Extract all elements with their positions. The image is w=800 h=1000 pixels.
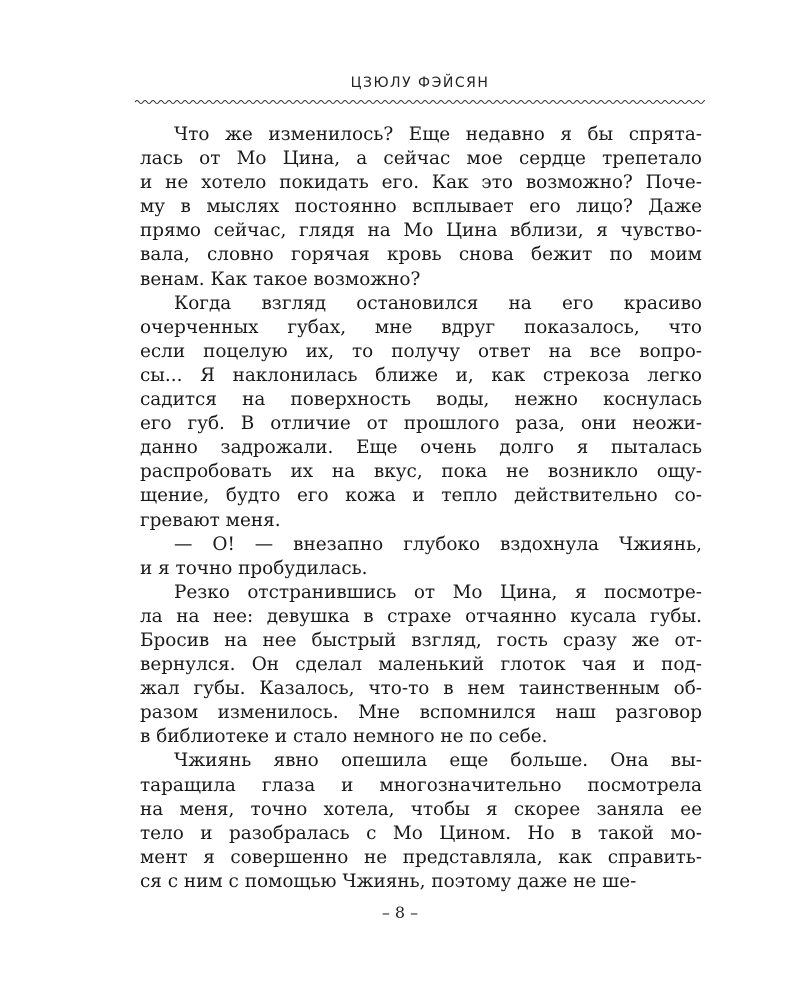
text-line: данно задрожали. Еще очень долго я пыталась xyxy=(140,437,702,459)
text-line: тело и разобралась с Мо Цином. Но в такой мо- xyxy=(140,822,702,844)
text-line: ся с ним с помощью Чжиянь, поэтому даже не ше- xyxy=(140,870,637,892)
text-line: Чжиянь явно опешила еще больше. Она вы- xyxy=(174,750,702,772)
text-line: мент я совершенно не представляла, как справить- xyxy=(140,846,702,868)
paragraph xyxy=(140,123,702,292)
text-line: и я точно пробудилась. xyxy=(140,557,368,579)
text-line: распробовать их на вкус, пока не возникло ощу- xyxy=(140,461,702,483)
text-line: разом изменилось. Мне вспомнился наш разговор xyxy=(140,702,702,724)
text-line: сы... Я наклонилась ближе и, как стрекоза легко xyxy=(140,364,702,386)
text-line: если поцелую их, то получу ответ на все вопро- xyxy=(140,340,702,362)
text-line: Резко отстранившись от Мо Цина, я посмотре- xyxy=(174,581,702,603)
page-body-text xyxy=(140,123,702,894)
page-number: – 8 – xyxy=(381,903,419,922)
text-line: венам. Как такое возможно? xyxy=(140,268,421,290)
text-line: щение, будто его кожа и тепло действительно со- xyxy=(140,485,702,507)
paragraph xyxy=(140,581,702,750)
text-line: ла на нее: девушка в страхе отчаянно кусала губы. xyxy=(140,605,702,627)
text-line: прямо сейчас, глядя на Мо Цина вблизи, я чувство- xyxy=(140,220,702,242)
running-header: ЦЗЮЛУ ФЭЙСЯН xyxy=(350,75,490,91)
text-line: Когда взгляд остановился на его красиво xyxy=(174,292,702,314)
text-line: Бросив на нее быстрый взгляд, гость сразу же от- xyxy=(140,629,702,651)
text-line: Что же изменилось? Еще недавно я бы спрята- xyxy=(174,124,702,145)
text-line: му в мыслях постоянно всплывает его лицо? Даже xyxy=(140,196,702,218)
text-line: его губ. В отличие от прошлого раза, они неожи- xyxy=(140,413,702,435)
paragraph xyxy=(140,533,702,581)
text-line: на меня, точно хотела, чтобы я скорее заняла ее xyxy=(140,798,702,820)
text-line: очерченных губах, мне вдруг показалось, что xyxy=(140,316,702,338)
text-line: в библиотеке и стало немного не по себе. xyxy=(140,726,548,748)
text-line: лась от Мо Цина, а сейчас мое сердце трепетало xyxy=(140,148,702,170)
text-line: и не хотело покидать его. Как это возможно? Поче- xyxy=(140,172,702,194)
text-line: вернулся. Он сделал маленький глоток чая и под- xyxy=(140,654,702,676)
text-line: — О! — внезапно глубоко вздохнула Чжиянь, xyxy=(174,533,702,555)
text-line: таращила глаза и многозначительно посмотрела xyxy=(140,774,702,796)
text-line: жал губы. Казалось, что-то в нем таинственным об- xyxy=(140,678,702,700)
paragraph xyxy=(140,749,702,894)
header-wavy-rule xyxy=(135,97,705,107)
paragraph xyxy=(140,292,702,533)
text-line: вала, словно горячая кровь снова бежит по моим xyxy=(140,244,702,266)
text-line: садится на поверхность воды, нежно коснулась xyxy=(140,389,702,411)
text-line: гревают меня. xyxy=(140,509,281,531)
